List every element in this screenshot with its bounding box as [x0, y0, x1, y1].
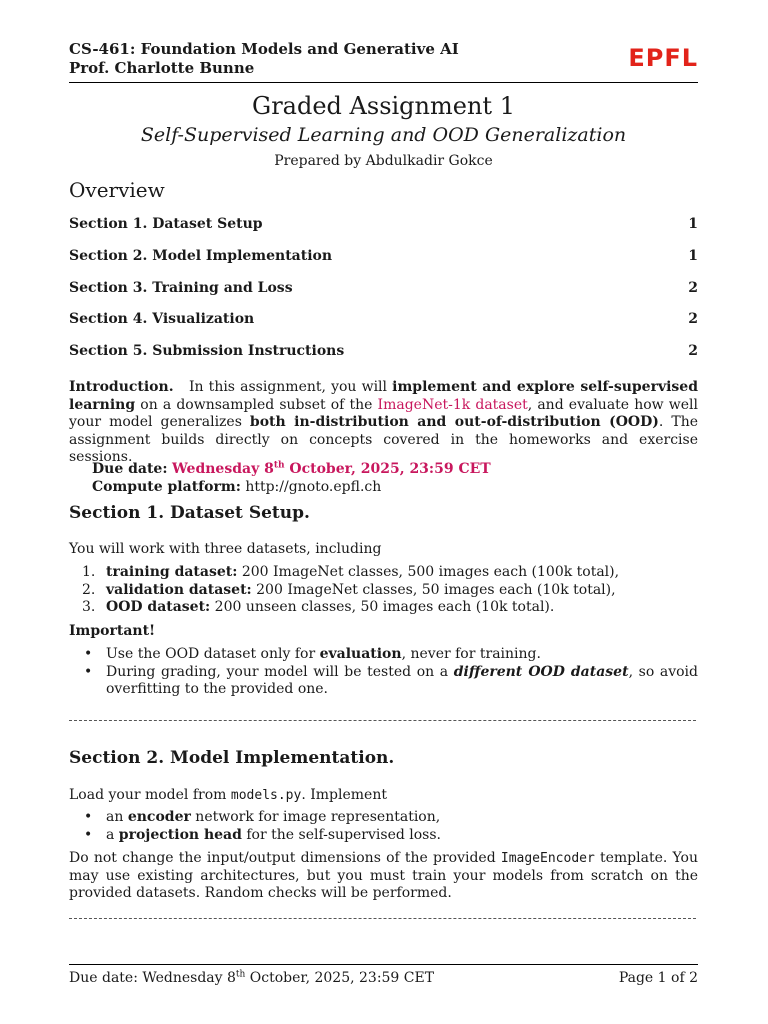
toc-entry[interactable]	[69, 278, 698, 310]
author-line: Prepared by Abdulkadir Gokce	[274, 153, 493, 169]
section2-paragraph	[69, 850, 698, 903]
list-number: 2.	[82, 581, 96, 598]
dataset-list	[69, 564, 698, 617]
list-item	[69, 599, 698, 617]
professor-name: Prof. Charlotte Bunne	[69, 59, 255, 77]
course-title: CS-461: Foundation Models and Generative AI	[69, 40, 459, 58]
intro-emphasis: both in-distribution and out-of-distribution (OOD)	[249, 414, 659, 430]
bullet-icon: •	[84, 646, 93, 662]
bullet-bold: encoder	[127, 809, 191, 825]
intro-text: . Implement	[301, 787, 387, 803]
intro-emphasis: implement and explore self-supervised learning	[69, 379, 698, 413]
toc-entry[interactable]	[69, 246, 698, 278]
epfl-logo: EPFL	[628, 44, 698, 72]
platform-line	[92, 478, 491, 496]
footer-rest: October, 2025, 23:59 CET	[245, 970, 435, 986]
bullet-icon: •	[84, 663, 93, 680]
list-text: 200 ImageNet classes, 50 images each (10k total),	[251, 581, 616, 598]
due-date-value	[172, 461, 491, 477]
bullet-text: , so avoid overfitting to the provided one.	[106, 663, 698, 697]
list-bold: training dataset:	[106, 564, 238, 580]
document-title: Graded Assignment 1	[252, 92, 515, 120]
document-page	[69, 0, 698, 1024]
due-info	[92, 460, 491, 496]
code-image-encoder: ImageEncoder	[500, 851, 595, 866]
header-rule	[69, 82, 698, 83]
list-bold: validation dataset:	[106, 581, 252, 598]
section2-intro	[69, 787, 698, 805]
toc-page: 1	[688, 247, 698, 264]
list-bold: OOD dataset:	[106, 599, 211, 615]
bullet-text: network for image representation,	[190, 809, 441, 825]
intro-text: . The assignment builds directly on concepts covered in the homeworks and exercise sessions.	[69, 414, 698, 465]
table-of-contents	[69, 214, 698, 373]
list-item	[69, 664, 698, 699]
bullet-icon: •	[84, 826, 93, 843]
due-label: Due date:	[92, 461, 168, 477]
list-item	[69, 564, 698, 582]
list-item	[69, 809, 698, 827]
bullet-text: an	[106, 809, 128, 825]
list-item	[69, 646, 698, 664]
important-list	[69, 646, 698, 699]
bullet-text: a	[106, 826, 119, 843]
intro-text: , and evaluate how well your model generalizes	[69, 396, 699, 430]
platform-url[interactable]: http://gnoto.epfl.ch	[245, 479, 382, 495]
para-text: template. You may use existing architectures, but you must train your models from scratch on the provided datasets. Random checks will be performed.	[69, 850, 698, 901]
bullet-text: for the self-supervised loss.	[241, 826, 441, 843]
footer-due-date	[69, 969, 434, 987]
overview-heading: Overview	[69, 178, 165, 202]
section-divider	[69, 918, 696, 919]
section2-heading: Section 2. Model Implementation.	[69, 748, 395, 768]
bullet-text: , never for training.	[401, 646, 541, 662]
page-header	[69, 40, 698, 80]
section1-intro: You will work with three datasets, including	[69, 541, 382, 557]
toc-label: Section 5. Submission Instructions	[69, 343, 345, 360]
intro-lead: Introduction.	[69, 379, 174, 395]
important-label: Important!	[69, 623, 156, 639]
list-number: 1.	[82, 564, 96, 580]
section1-heading: Section 1. Dataset Setup.	[69, 503, 310, 523]
footer-day: Due date: Wednesday 8	[69, 970, 236, 986]
toc-label: Section 1. Dataset Setup	[69, 216, 263, 232]
toc-label: Section 4. Visualization	[69, 311, 255, 328]
intro-text: Load your model from	[69, 787, 231, 803]
list-number: 3.	[82, 599, 96, 615]
imagenet-link[interactable]: ImageNet-1k dataset	[377, 396, 528, 413]
bullet-icon: •	[84, 809, 93, 825]
document-subtitle: Self-Supervised Learning and OOD Generalization	[140, 124, 627, 146]
bullet-bold: projection head	[118, 826, 242, 843]
toc-page: 1	[688, 216, 698, 232]
page-number: Page 1 of 2	[618, 970, 698, 986]
bullet-bold: evaluation	[319, 646, 402, 662]
toc-label: Section 3. Training and Loss	[69, 279, 293, 296]
list-text: 200 ImageNet classes, 500 images each (100k total),	[237, 564, 620, 580]
footer-sup: th	[235, 969, 246, 980]
code-models-py: models.py	[230, 788, 302, 803]
introduction-paragraph	[69, 379, 698, 467]
toc-page: 2	[688, 279, 698, 296]
toc-entry[interactable]	[69, 341, 698, 373]
due-day: Wednesday 8	[171, 461, 274, 477]
list-text: 200 unseen classes, 50 images each (10k total).	[210, 599, 555, 615]
para-text: Do not change the input/output dimensions of the provided	[69, 850, 501, 866]
implement-list	[69, 809, 698, 844]
toc-entry[interactable]	[69, 309, 698, 341]
platform-label: Compute platform:	[92, 479, 241, 495]
due-date-line	[92, 460, 491, 478]
toc-page: 2	[688, 343, 698, 360]
bullet-text: During grading, your model will be tested on a	[106, 663, 454, 680]
list-item	[69, 582, 698, 600]
bullet-text: Use the OOD dataset only for	[106, 646, 320, 662]
toc-page: 2	[688, 311, 698, 328]
intro-text: on a downsampled subset of the	[135, 396, 378, 413]
due-sup: th	[273, 460, 285, 471]
footer-rule	[69, 964, 698, 965]
bullet-bold: different OOD dataset	[453, 663, 629, 680]
section-divider	[69, 720, 696, 721]
intro-text: In this assignment, you will	[189, 379, 393, 395]
due-rest: October, 2025, 23:59 CET	[284, 461, 491, 477]
toc-entry[interactable]	[69, 214, 698, 246]
toc-label: Section 2. Model Implementation	[69, 247, 333, 264]
list-item	[69, 827, 698, 845]
